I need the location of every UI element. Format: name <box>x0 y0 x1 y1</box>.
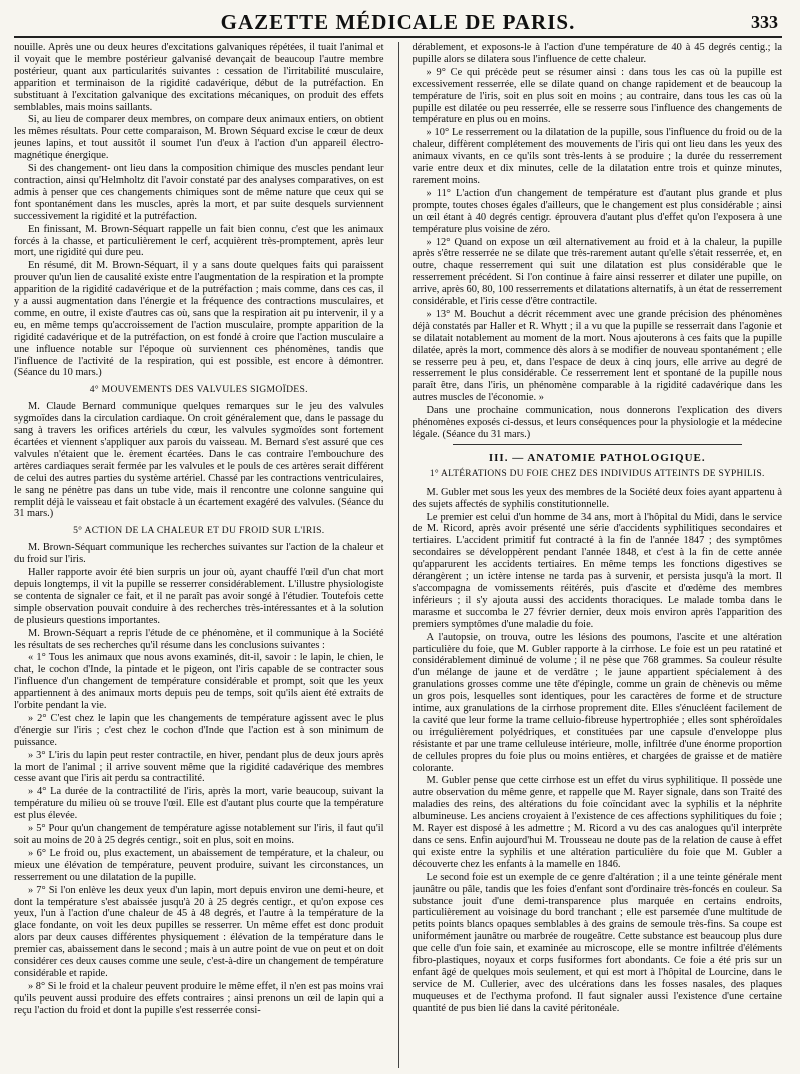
paragraph: » 11° L'action d'un changement de température est d'autant plus grande et plus prompte, toutes choses égales d'ailleurs, que le changement est plus considérable ; ainsi un œil étant à 40 degrés centigr. éprouvera d'autant plus d'effet qu'on l'exposera à une température plus voisine de zéro. <box>412 187 782 235</box>
paragraph: Dans une prochaine communication, nous donnerons l'explication des divers phénomènes exposés ci-dessus, et leurs conséquences pour la physiologie et la médecine légale. (Séance du 31 mars.) <box>412 405 782 440</box>
paragraph: En finissant, M. Brown-Séquart rappelle un fait bien connu, c'est que les animaux forcés à la chasse, et particulièrement le cerf, acquièrent très-promptement, après leur mort, une rigidité qui dure peu. <box>14 223 384 259</box>
section-heading: III. — ANATOMIE PATHOLOGIQUE. <box>488 451 706 464</box>
paragraph: » 4° La durée de la contractilité de l'iris, après la mort, varie beaucoup, suivant la température du milieu où se trouve l'œil. Elle est d'autant plus courte que la température est plus élevée. <box>14 786 384 822</box>
left-column <box>14 42 384 1068</box>
section-heading: 5° ACTION DE LA CHALEUR ET DU FROID SUR L'IRIS. <box>73 525 325 537</box>
paragraph: Haller rapporte avoir été bien surpris un jour où, ayant chauffé l'œil d'un chat mort depuis longtemps, il vit la pupille se resserrer considérablement. L'illustre physiologiste se contenta de signaler ce fait, et il ne paraît pas avoir songé à l'étudier. Toutefois cette simple observation pouvait conduire à des recherches très-intéressantes et à la solution de plusieurs questions importantes. <box>14 567 384 626</box>
section-heading: 4° MOUVEMENTS DES VALVULES SIGMOÏDES. <box>89 384 308 396</box>
section-rule <box>453 444 743 445</box>
paragraph: » 13° M. Bouchut a décrit récemment avec une grande précision des phénomènes déjà constatés par Haller et R. Whytt ; il a vu que la pupille se resserrait dans l'agonie et se dilatait notablement au moment de la mort. Nous ajouterons à ces faits que la pupille dilatée, après la mort, commence dès alors à se modifier de nouveau spontanément ; elle se resserre peu à peu, et, dans l'espace de deux à cinq jours, elle arrive au degré de resserrement le plus considérable. Ce resserrement lent et spontané de la pupille nous paraît être, dans l'iris, un phénomène comparable à la rigidité cadavérique dans les autres muscles de l'économie. » <box>412 308 782 404</box>
column-divider <box>398 42 399 1068</box>
paragraph: » 7° Si l'on enlève les deux yeux d'un lapin, mort depuis environ une demi-heure, et dont la température s'est abaissée jusqu'à 20 à 25 degrés centigr., et qu'on expose ces yeux, l'un à l'action d'une chaleur de 45 à 48 degrés, et l'autre à la température de la glace fondante, on voit les deux pupilles se resserrer. Un même effet est donc produit alors par deux causes différentes physiquement : élévation de la température dans le premier cas, abaissement dans le second ; mais à un autre point de vue on peut et on doit considérer ces deux causes comme une seule, c'est-à-dire un changement de température considérable et rapide. <box>14 884 384 979</box>
paragraph: » 12° Quand on expose un œil alternativement au froid et à la chaleur, la pupille après s'être resserrée ne se dilate que très-rarement autant qu'elle s'était resserrée, et, en outre, chaque resserrement qui suit une dilatation est plus considérable que le resserrement précédent. Si l'on continue à faire ainsi resserrer et dilater une pupille, on arrive, après 60, 80, 100 resserrements et dilatations alternatifs, à un état de resserrement considérable, et l'iris cesse d'être contractile. <box>412 236 782 308</box>
page-number: 333 <box>751 12 778 32</box>
paragraph: Le second foie est un exemple de ce genre d'altération ; il a une teinte générale ment jaunâtre ou pâle, tandis que les foies d'enfant sont d'ordinaire très-foncés en couleur. Sa substance jouit d'une demi-transparence plus marquée en certains endroits, particulièrement au voisinage du bord tranchant ; elle est parsemée d'une multitude de petits points blancs opaques semblables à des grains de semoule très-fins. Sa coupe est uniformément jaunâtre ou marbrée de rougeâtre. Cette substance est beaucoup plus dure que celle d'un foie sain, et examinée au microscope, elle se montre infiltrée d'éléments fibro-plastiques, noyaux et corps fusiformes fort abondants. Ce foie a été pris sur un enfant âgé de quelques mois seulement, et qui est mort à l'hôpital de Lourcine, dans le service de M. Cullerier, avec des ulcérations dans les fosses nasales, des plaques muqueuses et de l'ecthyma profond. Il faut signaler aussi l'existence d'une certaine quantité de pus bien lié dans la cavité péritonéale. <box>412 871 782 1014</box>
paragraph: Si des changement- ont lieu dans la composition chimique des muscles pendant leur contraction, ainsi qu'Helmholtz dit l'avoir constaté par des analyses comparatives, on est admis à penser que ces changements chimiques sont de même nature que ceux qui se font spontanément dans les muscles, après la mort, et par suite desquels surviennent successivement la rigidité et la putréfaction. <box>14 163 384 222</box>
paragraph: M. Claude Bernard communique quelques remarques sur le jeu des valvules sygmoïdes dans la circulation cardiaque. On croit généralement que, dans le passage du sang à travers les orifices artériels du cœur, les valvules sygmoïdes sont fortement écartées et viennent s'appliquer aux parois du vaisseau. M. Bernard s'est assuré que ces valvules n'étaient que le. èrement écartées. Dans le cas contraire l'embouchure des artères cardiaques serait fermée par les valvules et le pouls de ces artères serait différent de celui des autres parties du système artériel. Chassé par les contractions ventriculaires, le sang ne pénètre pas dans un tube vide, mais il rencontre une colonne sanguine qui remplit déjà le vaisseau et fait obstacle à un écartement exagéré des valvules. (Séance du 31 mars.) <box>14 401 384 520</box>
journal-title: GAZETTE MÉDICALE DE PARIS. <box>220 10 576 34</box>
right-column <box>413 42 783 1068</box>
paragraph: dérablement, et exposons-le à l'action d'une température de 40 à 45 degrés centig.; la pupille alors se dilatera sous l'influence de cette chaleur. <box>412 42 782 65</box>
page-header <box>14 0 782 38</box>
paragraph: » 6° Le froid ou, plus exactement, un abaissement de température, et la chaleur, ou mieux une élévation de température, peuvent produire, suivant les circonstances, un resserrement ou une dilatation de la pupille. <box>14 847 384 883</box>
paragraph: » 2° C'est chez le lapin que les changements de température agissent avec le plus d'énergie sur l'iris ; c'est chez le cochon d'Inde que l'action est à son minimum de puissance. <box>14 712 384 748</box>
paragraph: » 10° Le resserrement ou la dilatation de la pupille, sous l'influence du froid ou de la chaleur, diffèrent complétement des mouvements de l'iris qui ont lieu dans les yeux des animaux vivants, en ce qu'ils sont très-lents à se produire ; la durée du resserrement varie entre deux et dix minutes, celle de la dilatation entre trois et quinze minutes, rarement moins. <box>412 127 782 186</box>
paragraph: En résumé, dit M. Brown-Séquart, il y a sans doute quelques faits qui paraissent prouver qu'un lien de causalité existe entre l'augmentation de la respiration et la prompte apparition de la rigidité cadavérique et de la putréfaction ; mais comme, dans ces cas, il y a aussi augmentation dans l'énergie et la fréquence des contractions musculaires, et comme, en outre, il existe d'autres cas où, sans que la respiration ait pu intervenir, il y a eu, en même temps qu'accroissement de l'action musculaire, prompte apparition de la rigidité cadavérique et de la putréfaction, on est fondé à croire que l'action musculaire a une influence notable sur l'époque où surviennent ces phénomènes, tandis que l'influence de l'activité de la respiration, qui est possible, est encore à démontrer. (Séance du 10 mars.) <box>14 260 384 379</box>
text-columns <box>14 42 782 1068</box>
paragraph: Si, au lieu de comparer deux membres, on compare deux animaux entiers, on obtient les mêmes résultats. Pour cette comparaison, M. Brown Séquard excise le cœur de deux jeunes lapins, et tout aussitôt il soumet l'un d'eux à l'action d'un appareil électro-magnétique énergique. <box>14 114 384 162</box>
paragraph: » 8° Si le froid et la chaleur peuvent produire le même effet, il n'en est pas moins vrai qu'ils peuvent aussi produire des effets contraires ; ainsi prenons un œil de lapin qui a reçu l'action du froid et dont la pupille s'est resserrée consi- <box>14 980 384 1016</box>
paragraph: M. Gubler met sous les yeux des membres de la Société deux foies ayant appartenu à des sujets affectés de syphilis constitutionnelle. <box>412 486 782 510</box>
paragraph: M. Brown-Séquart a repris l'étude de ce phénomène, et il communique à la Société les résultats de ses recherches qu'il résume dans les conclusions suivantes : <box>14 627 384 651</box>
paragraph: » 5° Pour qu'un changement de température agisse notablement sur l'iris, il faut qu'il soit au moins de 20 à 25 degrés centigr., soit en plus, soit en moins. <box>14 823 384 846</box>
paragraph: Le premier est celui d'un homme de 34 ans, mort à l'hôpital du Midi, dans le service de M. Ricord, après avoir présenté une série d'accidents syphilitiques secondaires et tertiaires. L'accident primitif fut contracté à la fin de l'année 1847 ; des symptômes secondaires se développèrent pendant l'année 1848, et c'est à la fin de cette année qu'apparurent les accidents tertiaires. En même temps les fonctions digestives se dérangèrent ; un ictère intense ne tarda pas à survenir, et persista jusqu'à la mort. Il s'accompagna de vomissements réitérés, puis d'ascite et d'œdème des membres inférieurs ; il s'y ajouta aussi des accidents thoraciques. Le malade tomba dans le marasme et succomba le 27 février dernier, deux mois environ après l'apparition des premiers symptômes d'une maladie du foie. <box>412 511 782 630</box>
paragraph: » 9° Ce qui précède peut se résumer ainsi : dans tous les cas où la pupille est excessivement resserrée, elle se dilate quand on change rapidement et de beaucoup la température de l'iris, soit en plus soit en moins ; au contraire, dans tous les cas où la pupille est dilatée ou peu resserrée, elle se resserre sous l'influence des changements de température en plus ou en moins. <box>412 66 782 126</box>
paragraph: nouille. Après une ou deux heures d'excitations galvaniques répétées, il tuait l'animal et il voyait que le membre postérieur galvanisé devançait de beaucoup l'autre membre postérieur, quant aux particularités suivantes : cessation de l'irritabilité musculaire, apparition et terminaison de la rigidité cadavérique, début de la putréfaction. En substituant à l'excitation galvanique des excitations mécaniques, on produit des effets semblables, mais moins saillants. <box>14 42 384 113</box>
subsection-heading: 1° ALTÉRATIONS DU FOIE CHEZ DES INDIVIDUS ATTEINTS DE SYPHILIS. <box>429 468 765 479</box>
paragraph: A l'autopsie, on trouva, outre les lésions des poumons, l'ascite et une altération particulière du foie, que M. Gubler rapporte à la cirrhose. Le foie est un peu ratatiné et considérablement diminué de volume ; il ne pèse que 768 grammes. Sa couleur résulte d'un mélange de jaune et de verdâtre ; le jaune appartient spécialement à des granulations grosses comme une tête d'épingle, comme un grain de chènevis ou même un gros pois, lesquelles sont identiques, pour les caractères de forme et de structure intime, aux granulations de la cirrhose proprement dite. Elles s'énucléent facilement de la cavité que leur forme la trame celluio-fibreuse hypertrophiée ; elles sont sphéroïdales ou irrégulièrement polyédriques, et constituées par une capsule d'enveloppe plus résistante et par une trame celluleuse intérieure, molle, infiltrée d'une énorme proportion de cellules propres du foie plus ou moins entières, et chargées de graisse et de matière colorante. <box>412 631 782 774</box>
paragraph: M. Brown-Séquart communique les recherches suivantes sur l'action de la chaleur et du froid sur l'iris. <box>14 542 384 566</box>
paragraph: M. Gubler pense que cette cirrhose est un effet du virus syphilitique. Il possède une autre observation du même genre, et rappelle que M. Rayer signale, dans son Traité des maladies des reins, des altérations du foie coïncidant avec la syphilis et la néphrite albumineuse. Les anciens croyaient à l'existence de ces affections syphilitiques du foie ; M. Rayer est disposé à les admettre ; M. Ricord a vu des cas analogues qu'il interprète dans ce sens. Enfin aujourd'hui M. Trousseau ne doute pas de la relation de cause à effet qui existe entre la syphilis et une altération particulière du foie que M. Gubler a découverte chez les enfants à la mamelle en 1846. <box>412 775 782 870</box>
paragraph: « 1° Tous les animaux que nous avons examinés, dit-il, savoir : le lapin, le chien, le chat, le cochon d'Inde, la pintade et le pigeon, ont l'iris capable de se contracter sous l'influence d'un changement de température considérable et prompt, soit que les yeux appartiennent à des animaux morts depuis peu de temps, soit qu'ils aient été extraits de l'orbite pendant la vie. <box>14 652 384 712</box>
paragraph: » 3° L'iris du lapin peut rester contractile, en hiver, pendant plus de deux jours après la mort de l'animal ; il arrive souvent même que la rigidité cadavérique des membres cesse avant que l'iris ait perdu sa contractilité. <box>14 749 384 785</box>
